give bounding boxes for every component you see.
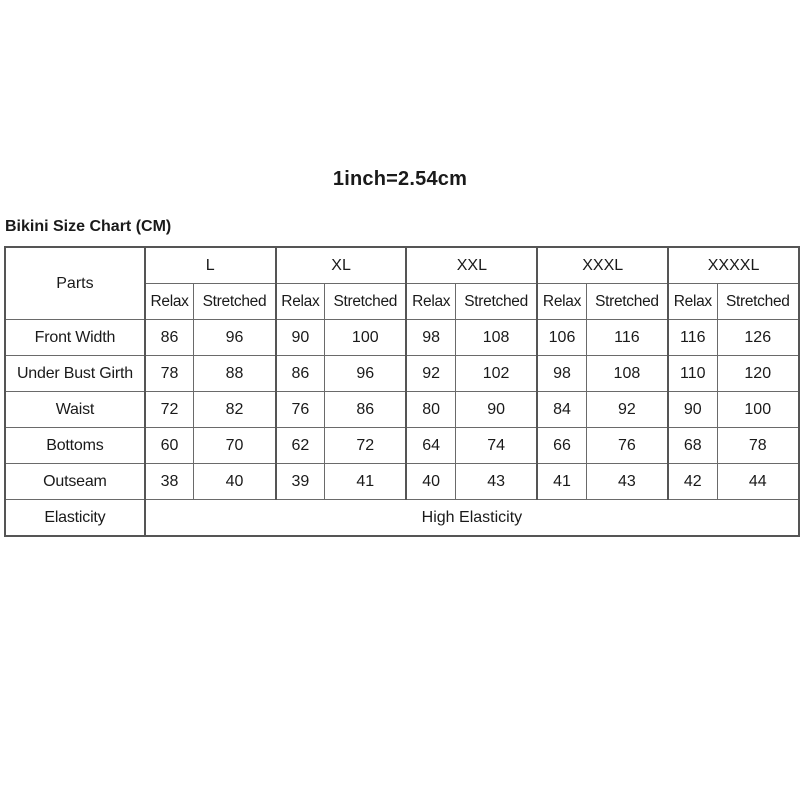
table-cell: 90 (668, 392, 717, 428)
relax-header: Relax (145, 284, 194, 320)
table-cell: 92 (406, 356, 455, 392)
table-cell: 43 (455, 464, 537, 500)
table-cell: 76 (276, 392, 325, 428)
table-cell: 100 (717, 392, 799, 428)
table-row-bottoms (5, 428, 799, 464)
relax-header: Relax (668, 284, 717, 320)
table-cell: 82 (194, 392, 276, 428)
table-cell: 98 (537, 356, 586, 392)
stretched-header: Stretched (194, 284, 276, 320)
row-label: Bottoms (5, 428, 145, 464)
table-cell: 100 (325, 320, 407, 356)
table-cell: 72 (145, 392, 194, 428)
table-cell: 38 (145, 464, 194, 500)
table-cell: 116 (668, 320, 717, 356)
table-cell: 78 (145, 356, 194, 392)
table-cell: 76 (586, 428, 668, 464)
table-cell: 120 (717, 356, 799, 392)
table-row-waist (5, 392, 799, 428)
table-cell: 66 (537, 428, 586, 464)
table-cell: 42 (668, 464, 717, 500)
size-header-row (5, 247, 799, 284)
stretched-header: Stretched (717, 284, 799, 320)
row-label: Front Width (5, 320, 145, 356)
table-cell: 43 (586, 464, 668, 500)
size-chart-table (4, 246, 800, 537)
table-cell: 108 (455, 320, 537, 356)
table-cell: 116 (586, 320, 668, 356)
table-cell: 96 (194, 320, 276, 356)
table-cell: 106 (537, 320, 586, 356)
table-cell: 41 (325, 464, 407, 500)
table-cell: 44 (717, 464, 799, 500)
table-cell: 88 (194, 356, 276, 392)
size-header-xxxl: XXXL (537, 247, 668, 284)
table-cell: 90 (276, 320, 325, 356)
table-row-elasticity (5, 500, 799, 537)
row-label: Elasticity (5, 500, 145, 537)
table-cell: 126 (717, 320, 799, 356)
table-cell: 98 (406, 320, 455, 356)
relax-header: Relax (537, 284, 586, 320)
table-cell: 90 (455, 392, 537, 428)
table-cell: 102 (455, 356, 537, 392)
table-cell: 86 (276, 356, 325, 392)
table-cell: 70 (194, 428, 276, 464)
table-row-front-width (5, 320, 799, 356)
table-cell: 110 (668, 356, 717, 392)
table-cell: 84 (537, 392, 586, 428)
row-label: Outseam (5, 464, 145, 500)
stretched-header: Stretched (455, 284, 537, 320)
row-label: Waist (5, 392, 145, 428)
unit-conversion-note: 1inch=2.54cm (332, 168, 468, 190)
table-cell: 64 (406, 428, 455, 464)
elasticity-value: High Elasticity (145, 500, 799, 537)
table-cell: 86 (145, 320, 194, 356)
stretched-header: Stretched (325, 284, 407, 320)
stretched-header: Stretched (586, 284, 668, 320)
table-row-under-bust-girth (5, 356, 799, 392)
table-cell: 41 (537, 464, 586, 500)
table-cell: 96 (325, 356, 407, 392)
table-cell: 39 (276, 464, 325, 500)
table-cell: 60 (145, 428, 194, 464)
size-header-l: L (145, 247, 276, 284)
table-row-outseam (5, 464, 799, 500)
relax-header: Relax (276, 284, 325, 320)
table-cell: 62 (276, 428, 325, 464)
table-cell: 40 (194, 464, 276, 500)
table-cell: 68 (668, 428, 717, 464)
relax-header: Relax (406, 284, 455, 320)
table-cell: 74 (455, 428, 537, 464)
table-cell: 92 (586, 392, 668, 428)
table-cell: 86 (325, 392, 407, 428)
table-cell: 78 (717, 428, 799, 464)
size-header-xxxxl: XXXXL (668, 247, 799, 284)
chart-title: Bikini Size Chart (CM) (5, 218, 172, 235)
row-label: Under Bust Girth (5, 356, 145, 392)
table-cell: 108 (586, 356, 668, 392)
table-cell: 80 (406, 392, 455, 428)
table-cell: 40 (406, 464, 455, 500)
size-header-xxl: XXL (406, 247, 537, 284)
parts-header: Parts (5, 247, 145, 320)
size-header-xl: XL (276, 247, 407, 284)
table-cell: 72 (325, 428, 407, 464)
